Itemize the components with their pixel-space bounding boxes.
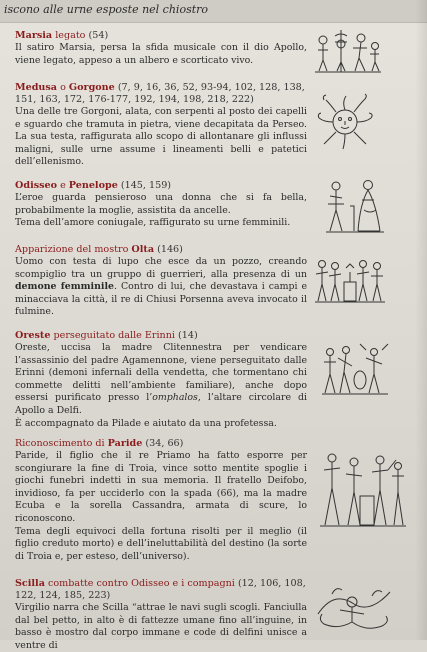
- marsia-relief-illustration: [313, 28, 383, 74]
- title-name: Medusa: [15, 82, 58, 93]
- panel-header: [0, 0, 427, 23]
- entry-body-2: Tema degli equivoci della fortuna risolti per il meglio (il figlio creduto morto) e dell’ineluttabilità del destino (la sorte di Troia e, per esteso, dell’universo).: [15, 525, 307, 562]
- entry-body: Il satiro Marsia, persa la sfida musicale con il dio Apollo, viene legato, appeso a un albero e scorticato vivo.: [15, 42, 307, 66]
- entry-marsia: [15, 30, 307, 67]
- entry-body: Paride, il figlio che il re Priamo ha fatto esporre per scongiurare la fine di Troia, vince sotto mentite spoglie i giochi funebri indetti in sua memoria. Il fratello Deifobo, invidioso, fa per ucciderlo con la spada (66), ma la madre Ecuba e la sorella Cassandra, armata di scure, lo riconoscono.: [15, 450, 307, 524]
- medusa-head-illustration: [316, 92, 374, 152]
- header-text: iscono alle urne esposte nel chiostro: [4, 3, 209, 16]
- title-name: Oreste: [15, 330, 51, 341]
- title-name: Odisseo: [15, 180, 58, 191]
- olta-monster-illustration: [313, 254, 387, 304]
- body-part: Oreste, uccisa la madre Clitennestra per vendicare l’assassinio del padre Agamennone, viene perseguitato dalle Erinni (demoni infernali della vendetta, che tormentano chi commette delitti nell’ambiente familiare), anche dopo essersi purificato presso l’: [15, 342, 307, 404]
- body-part: , l’altare circolare di Apollo a Delfi.: [15, 392, 307, 416]
- title-name: Marsia: [15, 30, 53, 41]
- entry-title: [15, 438, 307, 450]
- entry-body: [15, 256, 307, 319]
- title-refs: (145, 159): [117, 180, 172, 191]
- body-emphasis: demone femminile: [15, 281, 115, 293]
- title-name: Scilla: [15, 578, 45, 589]
- entry-olta: [15, 244, 307, 319]
- entry-medusa: [15, 82, 307, 169]
- odisseo-penelope-illustration: [324, 176, 386, 234]
- title-refs: (54): [85, 30, 109, 41]
- oreste-erinni-illustration: [320, 340, 390, 396]
- title-rest: combatte contro Odisseo e i compagni: [44, 578, 235, 589]
- title-refs: (7, 9, 16, 36, 52, 93-94, 102, 128, 138, 151, 163, 172, 176-177, 192, 194, 198, 218, 222): [15, 82, 305, 105]
- entry-body: [15, 342, 307, 418]
- body-italic: omphalos: [152, 392, 198, 404]
- paride-illustration: [318, 446, 408, 528]
- entry-oreste: [15, 330, 307, 430]
- entry-title: [15, 578, 307, 602]
- entry-scilla: [15, 578, 307, 652]
- title-name-2: Gorgone: [68, 82, 115, 93]
- scilla-illustration: [314, 584, 394, 640]
- entry-body: L’eroe guarda pensieroso una donna che si fa bella, probabilmente la moglie, assistita da ancelle.: [15, 192, 307, 216]
- title-rest: legato: [52, 30, 86, 41]
- title-refs: (12, 106, 108, 122, 124, 185, 223): [15, 578, 306, 601]
- entry-title: [15, 82, 307, 106]
- entry-title: [15, 330, 307, 342]
- edge-shadow: [415, 0, 427, 640]
- entry-odisseo-penelope: [15, 180, 307, 230]
- entry-title: [15, 244, 307, 256]
- title-rest: o: [57, 82, 69, 93]
- entry-paride: [15, 438, 307, 563]
- entry-body: Virgilio narra che Scilla “attrae le navi sugli scogli. Fanciulla dal bel petto, in alto è di fattezze umane fino all’inguine, in basso è mostro dal corpo immane e code di delfini unisce a ventre di: [15, 602, 307, 651]
- title-rest: perseguitato dalle Erinni: [50, 330, 175, 341]
- entry-body-2: Tema dell’amore coniugale, raffigurato su urne femminili.: [15, 217, 291, 229]
- title-name-2: Penelope: [68, 180, 118, 191]
- title-refs: (14): [174, 330, 198, 341]
- entry-body-2: È accompagnato da Pilade e aiutato da una profetessa.: [15, 417, 277, 429]
- entry-title: [15, 30, 307, 42]
- title-refs: (146): [154, 244, 183, 255]
- title-rest: Riconoscimento di: [15, 438, 108, 449]
- entry-body: Una delle tre Gorgoni, alata, con serpenti al posto dei capelli e sguardo che tramuta in pietra, viene decapitata da Perseo. La sua testa, raffigurata allo scopo di allontanare gli influssi maligni, sulle urne assume i lineamenti belli e patetici dell’ellenismo.: [15, 106, 307, 168]
- body-part: Uomo con testa di lupo che esce da un pozzo, creando scompiglio tra un gruppo di guerrieri, alla presenza di un: [15, 256, 307, 280]
- title-refs: (34, 66): [142, 438, 184, 449]
- title-rest: Apparizione del mostro: [15, 244, 132, 255]
- body-part: . Contro di lui, che devastava i campi e minacciava la città, il re di Chiusi Porsenna aveva invocato il fulmine.: [15, 281, 307, 318]
- title-rest: e: [57, 180, 69, 191]
- entry-title: [15, 180, 307, 192]
- title-name: Olta: [131, 244, 155, 255]
- title-name: Paride: [107, 438, 143, 449]
